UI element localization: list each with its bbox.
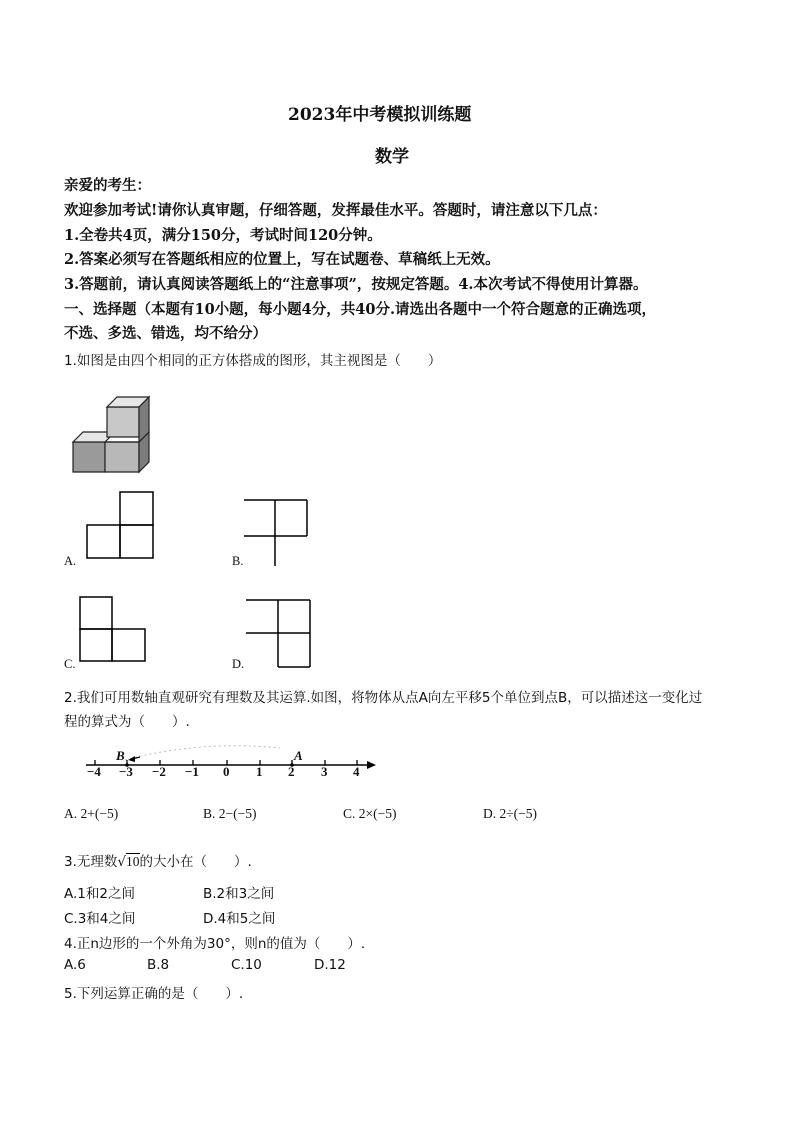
q1-option-c-label[interactable]: C. xyxy=(64,657,76,671)
section-heading-cont: 不选、多选、错选，均不给分） xyxy=(64,325,267,342)
q4-option-a[interactable]: A.6 xyxy=(64,957,86,973)
q2-stem-line2: 程的算式为（ ）. xyxy=(64,714,190,730)
tick-label: −2 xyxy=(152,764,166,779)
q1-option-b-figure xyxy=(244,499,314,569)
q2-stem-line1: 2.我们可用数轴直观研究有理数及其运算.如图，将物体从点A向左平移5个单位到点B，可以描述这一变化过 xyxy=(64,690,703,706)
q3-stem-after: 的大小在（ ）. xyxy=(139,854,252,870)
q1-option-d-figure xyxy=(246,599,316,671)
q5-stem: 5.下列运算正确的是（ ）. xyxy=(64,986,244,1002)
tick-label: 1 xyxy=(256,764,263,779)
q3-option-a[interactable]: A.1和2之间 xyxy=(64,886,135,902)
tick-label: 4 xyxy=(353,764,360,779)
subject-title: 数学 xyxy=(375,147,409,167)
q1-option-a-figure xyxy=(86,491,156,561)
notice-item-3: 3.答题前，请认真阅读答题纸上的“注意事项”，按规定答题。4.本次考试不得使用计算器。 xyxy=(64,276,648,293)
q3-stem-before: 3.无理数 xyxy=(64,854,118,870)
exam-title: 2023年中考模拟训练题 xyxy=(288,105,472,125)
q1-option-d-label[interactable]: D. xyxy=(232,657,245,671)
point-b-label: B xyxy=(116,748,125,763)
q4-stem: 4.正n边形的一个外角为30°，则n的值为（ ）. xyxy=(64,936,366,952)
tick-label: 2 xyxy=(288,764,295,779)
tick-label: −4 xyxy=(87,764,101,779)
q1-option-a-label[interactable]: A. xyxy=(64,554,77,568)
q3-option-b[interactable]: B.2和3之间 xyxy=(203,886,275,902)
q1-stem: 1.如图是由四个相同的正方体搭成的图形，其主视图是（ ） xyxy=(64,353,442,369)
q3-option-c[interactable]: C.3和4之间 xyxy=(64,911,136,927)
q1-cube-figure xyxy=(70,392,160,474)
tick-label: 3 xyxy=(321,764,328,779)
q4-option-c[interactable]: C.10 xyxy=(231,957,262,973)
q2-option-c[interactable]: C. 2×(−5) xyxy=(343,806,397,821)
notice-item-2: 2.答案必须写在答题纸相应的位置上，写在试题卷、草稿纸上无效。 xyxy=(64,251,500,268)
q2-option-a[interactable]: A. 2+(−5) xyxy=(64,806,119,821)
q4-option-d[interactable]: D.12 xyxy=(314,957,346,973)
q3-option-d[interactable]: D.4和5之间 xyxy=(203,911,276,927)
q1-option-b-label[interactable]: B. xyxy=(232,554,244,568)
q2-option-b[interactable]: B. 2−(−5) xyxy=(203,806,257,821)
notice-item-1: 1.全卷共4页，满分150分，考试时间120分钟。 xyxy=(64,227,382,244)
sqrt-symbol: √ xyxy=(117,854,126,870)
q1-option-c-figure xyxy=(79,596,149,666)
greeting: 亲爱的考生： xyxy=(64,177,151,194)
tick-label: −3 xyxy=(119,764,133,779)
q3-stem xyxy=(64,850,252,870)
q2-option-d[interactable]: D. 2÷(−5) xyxy=(483,806,538,821)
sqrt-radicand: 10 xyxy=(126,854,140,869)
q4-option-b[interactable]: B.8 xyxy=(147,957,170,973)
tick-label: 0 xyxy=(223,764,230,779)
section-heading: 一、选择题（本题有10小题，每小题4分，共40分.请选出各题中一个符合题意的正确选项， xyxy=(64,301,656,318)
intro-text: 欢迎参加考试!请你认真审题，仔细答题，发挥最佳水平。答题时，请注意以下几点： xyxy=(64,202,607,219)
point-a-label: A xyxy=(294,748,303,763)
tick-label: −1 xyxy=(185,764,199,779)
